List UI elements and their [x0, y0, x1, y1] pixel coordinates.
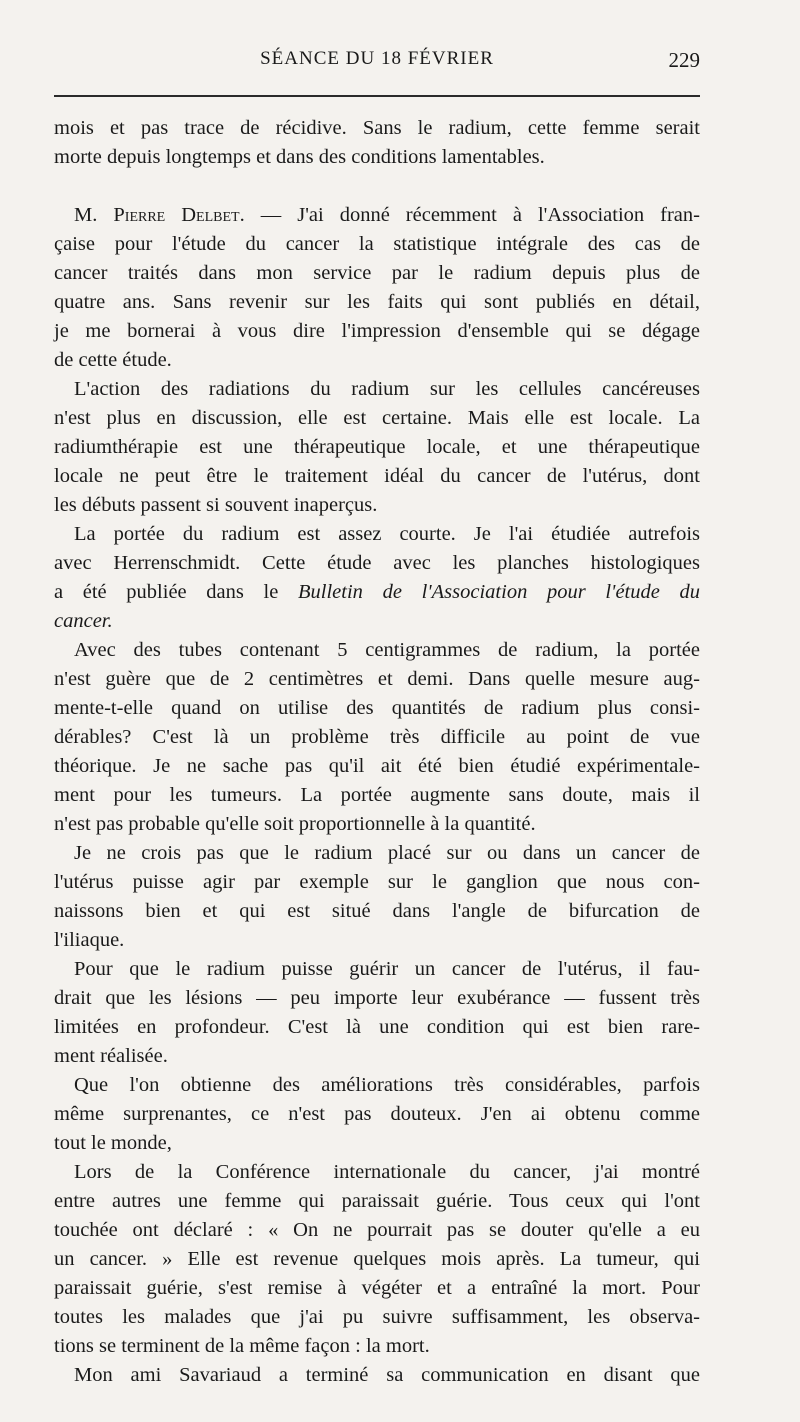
paragraph-gap — [54, 172, 700, 201]
text-line: Mon ami Savariaud a terminé sa communication en disant que — [74, 1364, 700, 1386]
text-line: ment pour les tumeurs. La portée augmente sans doute, mais il — [54, 784, 700, 806]
text-line: çaise pour l'étude du cancer la statistique intégrale des cas de — [54, 233, 700, 255]
text-line: M. Pierre Delbet. — J'ai donné récemment à l'Association fran- — [74, 204, 700, 226]
page-number: 229 — [668, 48, 700, 72]
text-line: tout le monde, — [54, 1132, 172, 1154]
header-rule — [54, 95, 700, 97]
text-line: n'est guère que de 2 centimètres et demi. Dans quelle mesure aug- — [54, 668, 700, 690]
body-text — [54, 114, 700, 1390]
text-line: dérables? C'est là un problème très difficile au point de vue — [54, 726, 700, 748]
text-line: L'action des radiations du radium sur les cellules cancéreuses — [74, 378, 700, 400]
text-line: a été publiée dans le Bulletin de l'Association pour l'étude du — [54, 581, 700, 603]
text-line: radiumthérapie est une thérapeutique locale, et une thérapeutique — [54, 436, 700, 458]
text-line: quatre ans. Sans revenir sur les faits qui sont publiés en détail, — [54, 291, 700, 313]
text-line: de cette étude. — [54, 349, 172, 371]
text-line: Je ne crois pas que le radium placé sur ou dans un cancer de — [74, 842, 700, 864]
text-line: toutes les malades que j'ai pu suivre suffisamment, les observa- — [54, 1306, 700, 1328]
journal-title: Bulletin de l'Association pour l'étude du — [298, 581, 700, 603]
text-line: morte depuis longtemps et dans des conditions lamentables. — [54, 146, 545, 168]
text-line: un cancer. » Elle est revenue quelques mois après. La tumeur, qui — [54, 1248, 700, 1270]
text-line: ment réalisée. — [54, 1045, 168, 1067]
text-line: l'utérus puisse agir par exemple sur le ganglion que nous con- — [54, 871, 700, 893]
text-line: La portée du radium est assez courte. Je l'ai étudiée autrefois — [74, 523, 700, 545]
text-line: Lors de la Conférence internationale du cancer, j'ai montré — [74, 1161, 700, 1183]
text-line: théorique. Je ne sache pas qu'il ait été bien étudié expérimentale- — [54, 755, 700, 777]
text-line: n'est plus en discussion, elle est certaine. Mais elle est locale. La — [54, 407, 700, 429]
text-line: mois et pas trace de récidive. Sans le radium, cette femme serait — [54, 117, 700, 139]
header-title: SÉANCE DU 18 FÉVRIER — [260, 48, 494, 69]
text-line: mente-t-elle quand on utilise des quantités de radium plus consi- — [54, 697, 700, 719]
running-header — [54, 48, 700, 78]
text-line: Que l'on obtienne des améliorations très considérables, parfois — [74, 1074, 700, 1096]
text-line: limitées en profondeur. C'est là une condition qui est bien rare- — [54, 1016, 700, 1038]
text-line: naissons bien et qui est situé dans l'angle de bifurcation de — [54, 900, 700, 922]
text-line: l'iliaque. — [54, 929, 125, 951]
text-line: avec Herrenschmidt. Cette étude avec les planches histologiques — [54, 552, 700, 574]
text-line: cancer traités dans mon service par le radium depuis plus de — [54, 262, 700, 284]
text-line: je me bornerai à vous dire l'impression d'ensemble qui se dégage — [54, 320, 700, 342]
text-line: les débuts passent si souvent inaperçus. — [54, 494, 378, 516]
text-line: paraissait guérie, s'est remise à végéter et a entraîné la mort. Pour — [54, 1277, 700, 1299]
text-line: même surprenantes, ce n'est pas douteux. J'en ai obtenu comme — [54, 1103, 700, 1125]
text-line: Avec des tubes contenant 5 centigrammes de radium, la portée — [74, 639, 700, 661]
journal-title: cancer. — [54, 610, 113, 632]
text-line — [54, 607, 700, 636]
speaker-name: Pierre Delbet — [113, 204, 240, 226]
text-line: n'est pas probable qu'elle soit proportionnelle à la quantité. — [54, 813, 536, 835]
text-line: touchée ont déclaré : « On ne pourrait pas se douter qu'elle a eu — [54, 1219, 700, 1241]
text-line: entre autres une femme qui paraissait guérie. Tous ceux qui l'ont — [54, 1190, 700, 1212]
text-line: tions se terminent de la même façon : la mort. — [54, 1335, 430, 1357]
text-line: locale ne peut être le traitement idéal du cancer de l'utérus, dont — [54, 465, 700, 487]
text-line: Pour que le radium puisse guérir un cancer de l'utérus, il fau- — [74, 958, 700, 980]
text-line: drait que les lésions — peu importe leur exubérance — fussent très — [54, 987, 700, 1009]
